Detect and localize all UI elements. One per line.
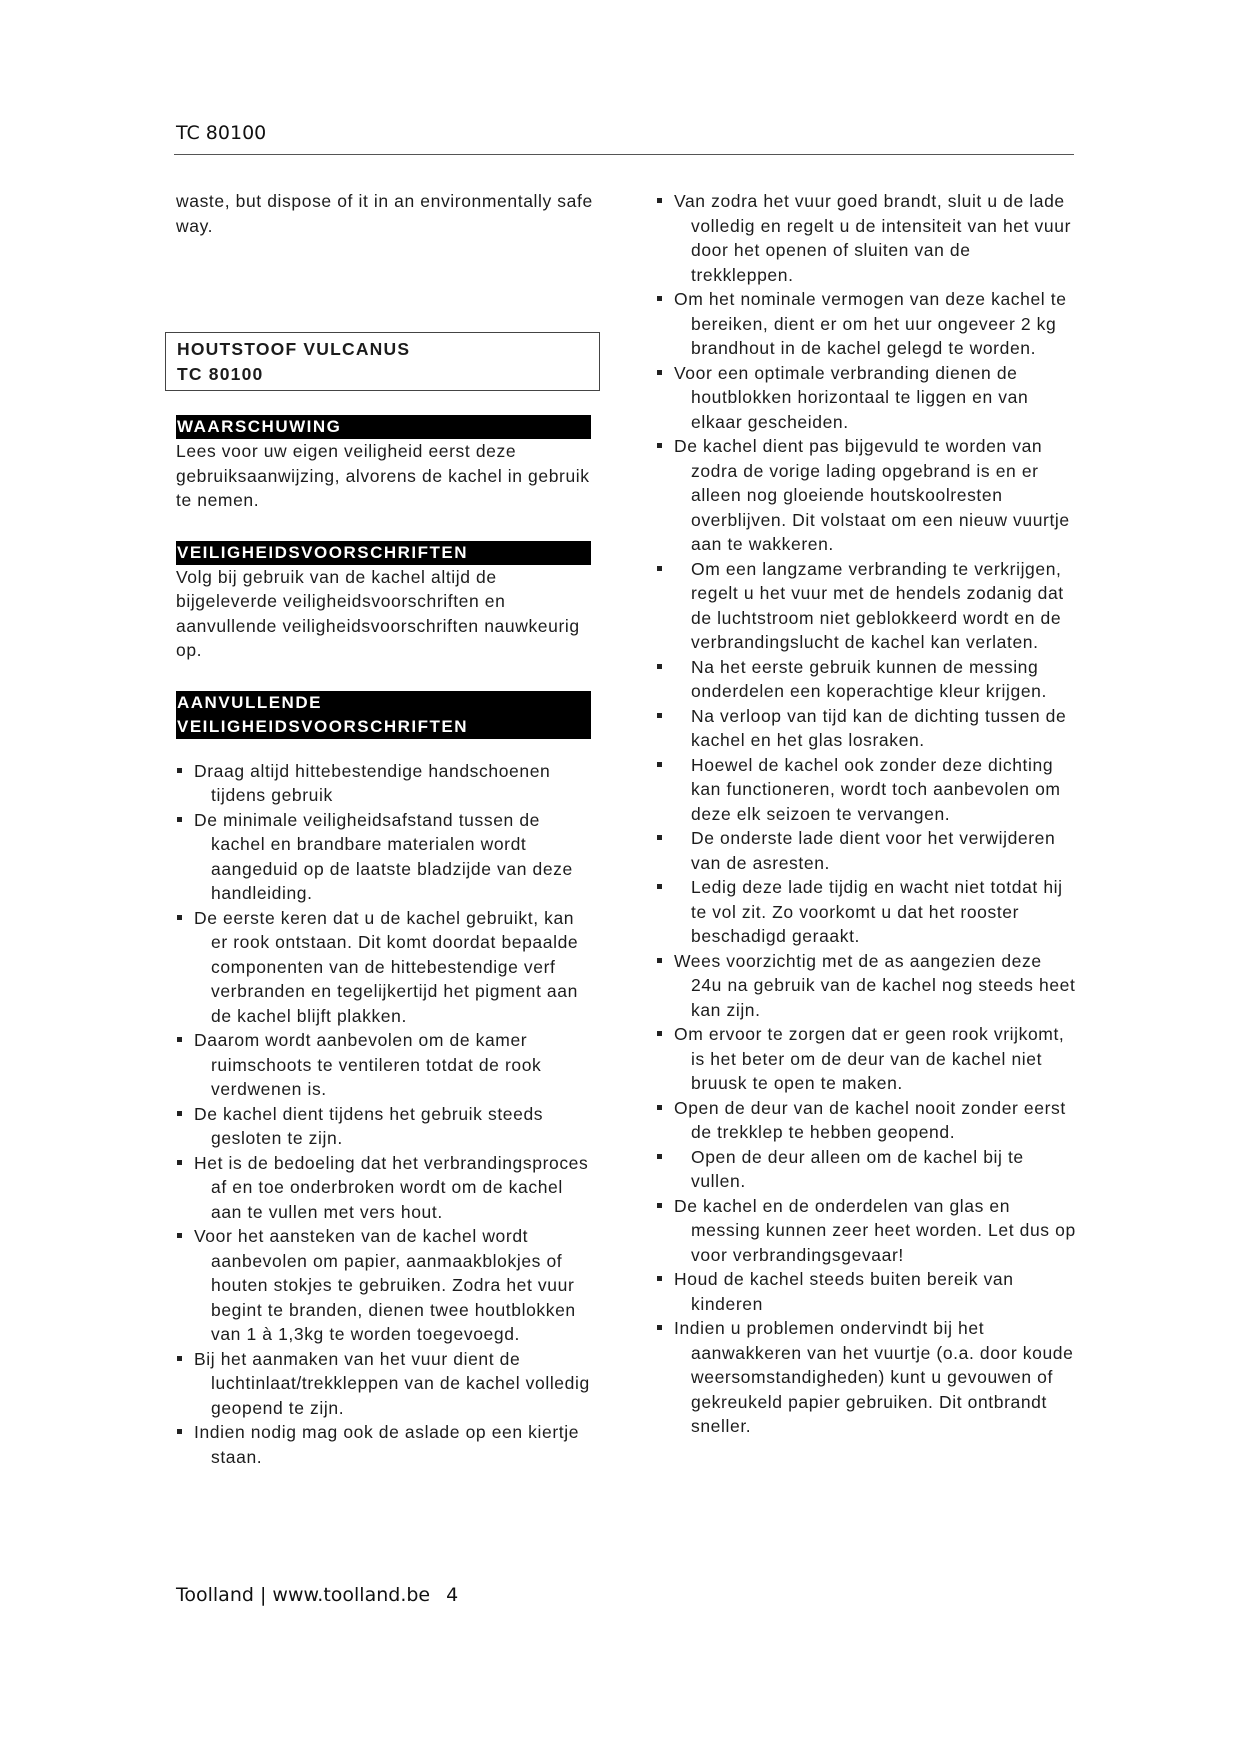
list-item: Houd de kachel steeds buiten bereik van kinderen [656, 1267, 1076, 1316]
list-item: Indien u problemen ondervindt bij het aanwakkeren van het vuurtje (o.a. door koude weersomstandigheden) kunt u gevouwen of gekreukeld papier gebruiken. Dit ontbrandt sneller. [656, 1316, 1076, 1439]
list-item: Hoewel de kachel ook zonder deze dichting kan functioneren, wordt toch aanbevolen om deze elk seizoen te vervangen. [656, 753, 1076, 827]
list-item: Wees voorzichtig met de as aangezien deze 24u na gebruik van de kachel nog steeds heet kan zijn. [656, 949, 1076, 1023]
list-item: Na verloop van tijd kan de dichting tussen de kachel en het glas losraken. [656, 704, 1076, 753]
list-item: De onderste lade dient voor het verwijderen van de asresten. [656, 826, 1076, 875]
list-item: Om een langzame verbranding te verkrijgen, regelt u het vuur met de hendels zodanig dat de luchtstroom niet geblokkeerd wordt en de verbrandingslucht de kachel kan verlaten. [656, 557, 1076, 655]
extra-safety-heading-line1: AANVULLENDE [177, 692, 322, 712]
header-model: TC 80100 [176, 122, 267, 144]
safety-heading: VEILIGHEIDSVOORSCHRIFTEN [176, 541, 591, 565]
right-column [656, 189, 1076, 1439]
list-item: De minimale veiligheidsafstand tussen de kachel en brandbare materialen wordt aangeduid op de laatste bladzijde van deze handleiding. [176, 808, 596, 906]
list-item: Om het nominale vermogen van deze kachel te bereiken, dient er om het uur ongeveer 2 kg brandhout in de kachel gelegd te worden. [656, 287, 1076, 361]
product-model: TC 80100 [177, 364, 264, 384]
page-footer [176, 1584, 458, 1606]
list-item: Ledig deze lade tijdig en wacht niet totdat hij te vol zit. Zo voorkomt u dat het rooster beschadigd geraakt. [656, 875, 1076, 949]
list-item: Het is de bedoeling dat het verbrandingsproces af en toe onderbroken wordt om de kachel aan te vullen met vers hout. [176, 1151, 596, 1225]
header-divider [174, 154, 1074, 155]
list-item: Open de deur alleen om de kachel bij te vullen. [656, 1145, 1076, 1194]
warning-heading: WAARSCHUWING [176, 415, 591, 439]
list-item: De kachel en de onderdelen van glas en messing kunnen zeer heet worden. Let dus op voor verbrandingsgevaar! [656, 1194, 1076, 1268]
list-item: Voor een optimale verbranding dienen de houtblokken horizontaal te liggen en van elkaar gescheiden. [656, 361, 1076, 435]
extra-safety-heading [176, 691, 591, 739]
left-column [176, 189, 596, 1469]
list-item: Na het eerste gebruik kunnen de messing onderdelen een koperachtige kleur krijgen. [656, 655, 1076, 704]
list-item: De eerste keren dat u de kachel gebruikt, kan er rook ontstaan. Dit komt doordat bepaalde componenten van de hittebestendige verf verbranden en tegelijkertijd het pigment aan de kachel blijft plakken. [176, 906, 596, 1029]
list-item: Bij het aanmaken van het vuur dient de luchtinlaat/trekkleppen van de kachel volledig geopend te zijn. [176, 1347, 596, 1421]
safety-text: Volg bij gebruik van de kachel altijd de bijgeleverde veiligheidsvoorschriften en aanvullende veiligheidsvoorschriften nauwkeurig op. [176, 566, 580, 660]
product-title-box [165, 332, 600, 391]
right-bullet-list [656, 189, 1076, 1439]
list-item: Voor het aansteken van de kachel wordt aanbevolen om papier, aanmaakblokjes of houten stokjes te gebruiken. Zodra het vuur begint te branden, dienen twee houtblokken van 1 à 1,3kg te worden toegevoegd. [176, 1224, 596, 1347]
list-item: Draag altijd hittebestendige handschoenen tijdens gebruik [176, 759, 596, 808]
list-item: Indien nodig mag ook de aslade op een kiertje staan. [176, 1420, 596, 1469]
intro-text: waste, but dispose of it in an environmentally safe way. [176, 191, 593, 236]
left-bullet-list [176, 759, 596, 1470]
page-number: 4 [446, 1584, 459, 1606]
list-item: Daarom wordt aanbevolen om de kamer ruimschoots te ventileren totdat de rook verdwenen is. [176, 1028, 596, 1102]
warning-text: Lees voor uw eigen veiligheid eerst deze gebruiksaanwijzing, alvorens de kachel in gebruik te nemen. [176, 441, 590, 510]
extra-safety-heading-line2: VEILIGHEIDSVOORSCHRIFTEN [177, 716, 469, 736]
product-title: HOUTSTOOF VULCANUS [177, 339, 411, 359]
list-item: Van zodra het vuur goed brandt, sluit u de lade volledig en regelt u de intensiteit van het vuur door het openen of sluiten van de trekkleppen. [656, 189, 1076, 287]
list-item: Om ervoor te zorgen dat er geen rook vrijkomt, is het beter om de deur van de kachel niet bruusk te open te maken. [656, 1022, 1076, 1096]
list-item: De kachel dient pas bijgevuld te worden van zodra de vorige lading opgebrand is en er alleen nog gloeiende houtskoolresten overblijven. Dit volstaat om een nieuw vuurtje aan te wakkeren. [656, 434, 1076, 557]
list-item: De kachel dient tijdens het gebruik steeds gesloten te zijn. [176, 1102, 596, 1151]
list-item: Open de deur van de kachel nooit zonder eerst de trekklep te hebben geopend. [656, 1096, 1076, 1145]
footer-brand: Toolland | www.toolland.be [176, 1584, 431, 1606]
